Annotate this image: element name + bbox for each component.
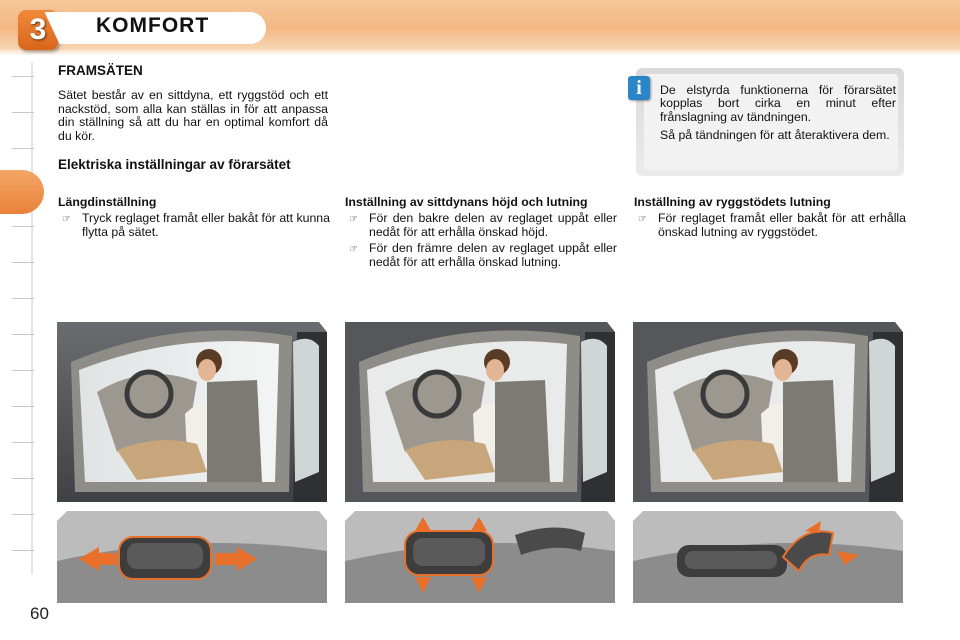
column-length-adjust [58,196,330,239]
seat-control-length-illustration [57,511,327,603]
chapter-tab[interactable] [12,262,34,263]
section-heading: FRAMSÄTEN [58,63,143,78]
bullet-item [345,242,617,269]
chapter-tab[interactable] [12,226,34,227]
seat-control-backrest-illustration [633,511,903,603]
chapter-tab[interactable] [12,550,34,551]
intro-paragraph: Sätet består av en sittdyna, ett ryggstöd och ett nackstöd, som alla kan ställas in för att anpassa din ställning så att du har en optimal komfort då du kör. [58,88,328,143]
bullet-text: För den bakre delen av reglaget uppåt eller nedåt för att erhålla önskad höjd. [369,211,617,239]
column-title: Inställning av ryggstödets lutning [634,195,831,209]
info-icon: i [628,76,650,100]
chapter-tab[interactable] [12,334,34,335]
pointing-hand-icon: ☞ [62,214,71,226]
info-paragraph: Så på tändningen för att återaktivera dem. [660,127,890,142]
bullet-item [634,212,906,239]
column-backrest [634,196,906,239]
bullet-item [58,212,330,239]
bullet-text: För reglaget framåt eller bakåt för att erhålla önskad lutning av ryggstödet. [658,211,906,239]
pointing-hand-icon: ☞ [349,214,358,226]
chapter-tab[interactable] [12,148,34,149]
chapter-tabs [0,62,36,574]
chapter-tab[interactable] [12,442,34,443]
pointing-hand-icon: ☞ [638,214,647,226]
column-height-tilt [345,196,617,269]
column-title: Längdinställning [58,195,157,209]
bullet-text: Tryck reglaget framåt eller bakåt för att kunna flytta på sätet. [82,211,330,239]
chapter-tab[interactable] [12,514,34,515]
seat-control-height-illustration [345,511,615,603]
tab-divider [31,62,33,574]
chapter-tab[interactable] [12,298,34,299]
chapter-tab[interactable] [12,406,34,407]
chapter-tab[interactable] [12,478,34,479]
page-title: KOMFORT [96,14,210,37]
chapter-tab[interactable] [12,370,34,371]
chapter-badge: 3 [18,10,58,50]
car-interior-illustration [633,322,903,502]
info-paragraph: De elstyrda funktionerna för förarsätet kopplas bort cirka en minut efter frånslagning av tändningen. [660,83,896,124]
car-interior-illustration [345,322,615,502]
info-text [660,84,896,142]
chapter-tab-active[interactable] [0,170,44,214]
header-fade [0,50,960,56]
page-number: 60 [30,604,49,623]
bullet-item [345,212,617,239]
bullet-text: För den främre delen av reglaget uppåt eller nedåt för att erhålla önskad lutning. [369,241,617,269]
car-interior-illustration [57,322,327,502]
pointing-hand-icon: ☞ [349,244,358,256]
chapter-tab[interactable] [12,112,34,113]
sub-heading: Elektriska inställningar av förarsätet [58,157,291,172]
chapter-tab[interactable] [12,76,34,77]
column-title: Inställning av sittdynans höjd och lutning [345,195,588,209]
